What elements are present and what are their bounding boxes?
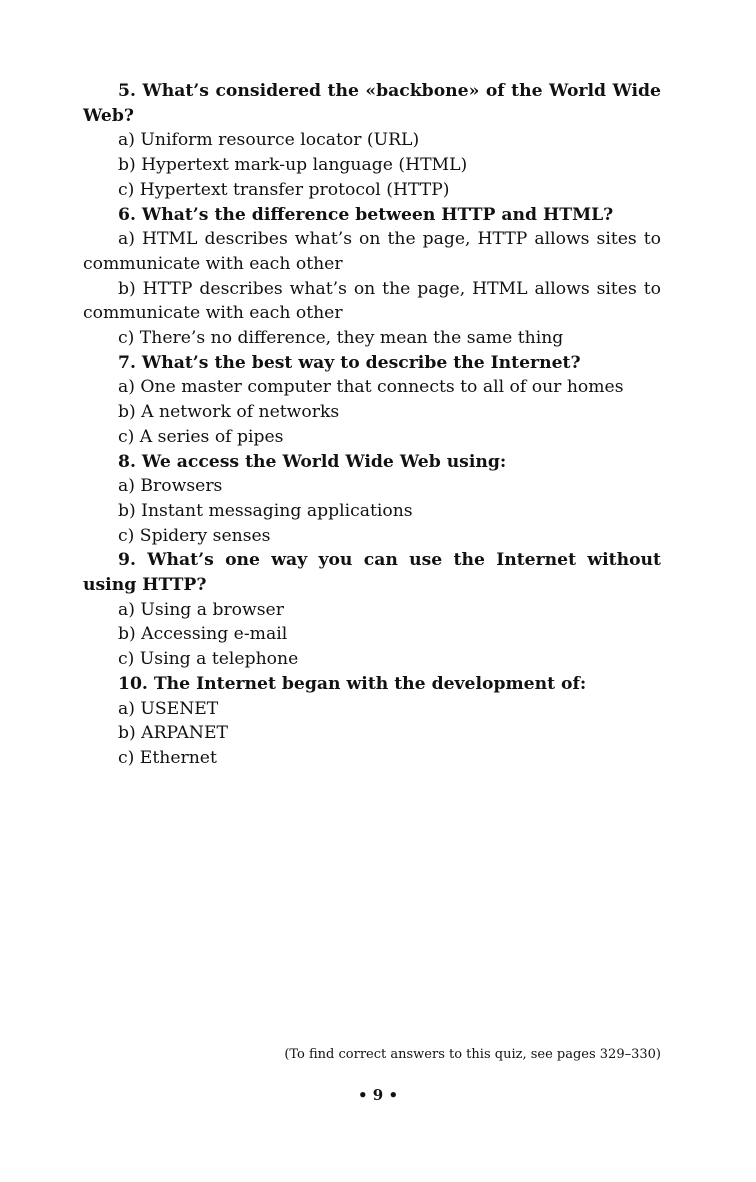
question-text: 7. What’s the best way to describe the Internet? [118, 352, 581, 373]
answer-option: b) A network of networks [118, 402, 340, 423]
quiz-content [83, 79, 661, 771]
question-text: 6. What’s the difference between HTTP and HTML? [118, 204, 614, 225]
answer-option: b) Accessing e-mail [118, 624, 288, 645]
question-block-8 [83, 450, 661, 549]
answer-option: c) Hypertext transfer protocol (HTTP) [118, 179, 450, 200]
question-text: 5. What’s considered the «backbone» of the World Wide Web? [83, 81, 661, 126]
answers-footnote: (To find correct answers to this quiz, see pages 329–330) [284, 1047, 661, 1062]
answer-option: b) Hypertext mark-up language (HTML) [118, 155, 468, 176]
answer-option: c) Spidery senses [118, 525, 271, 546]
question-block-7 [83, 351, 661, 450]
answer-option: c) Ethernet [118, 747, 217, 768]
page-number: • 9 • [357, 1086, 399, 1104]
answer-option: a) Uniform resource locator (URL) [118, 130, 420, 151]
answer-option: a) Using a browser [118, 599, 284, 620]
answer-option: b) Instant messaging applications [118, 500, 413, 521]
question-text: 10. The Internet began with the development of: [118, 673, 587, 694]
question-text: 8. We access the World Wide Web using: [118, 451, 507, 472]
answer-option: a) One master computer that connects to all of our homes [118, 377, 624, 398]
answer-option: a) USENET [118, 698, 219, 719]
question-block-9 [83, 548, 661, 672]
question-block-10 [83, 672, 661, 771]
answer-option: c) A series of pipes [118, 426, 284, 447]
answer-option: a) Browsers [118, 476, 223, 497]
question-block-6 [83, 203, 661, 351]
answer-option: b) HTTP describes what’s on the page, HTML allows sites to communicate with each other [83, 278, 661, 324]
answer-option: c) There’s no difference, they mean the same thing [118, 328, 564, 349]
question-text: 9. What’s one way you can use the Internet without using HTTP? [83, 550, 661, 596]
answer-option: b) ARPANET [118, 723, 228, 744]
answer-option: a) HTML describes what’s on the page, HTTP allows sites to communicate with each other [83, 229, 661, 274]
question-block-5 [83, 79, 661, 203]
answer-option: c) Using a telephone [118, 649, 299, 670]
